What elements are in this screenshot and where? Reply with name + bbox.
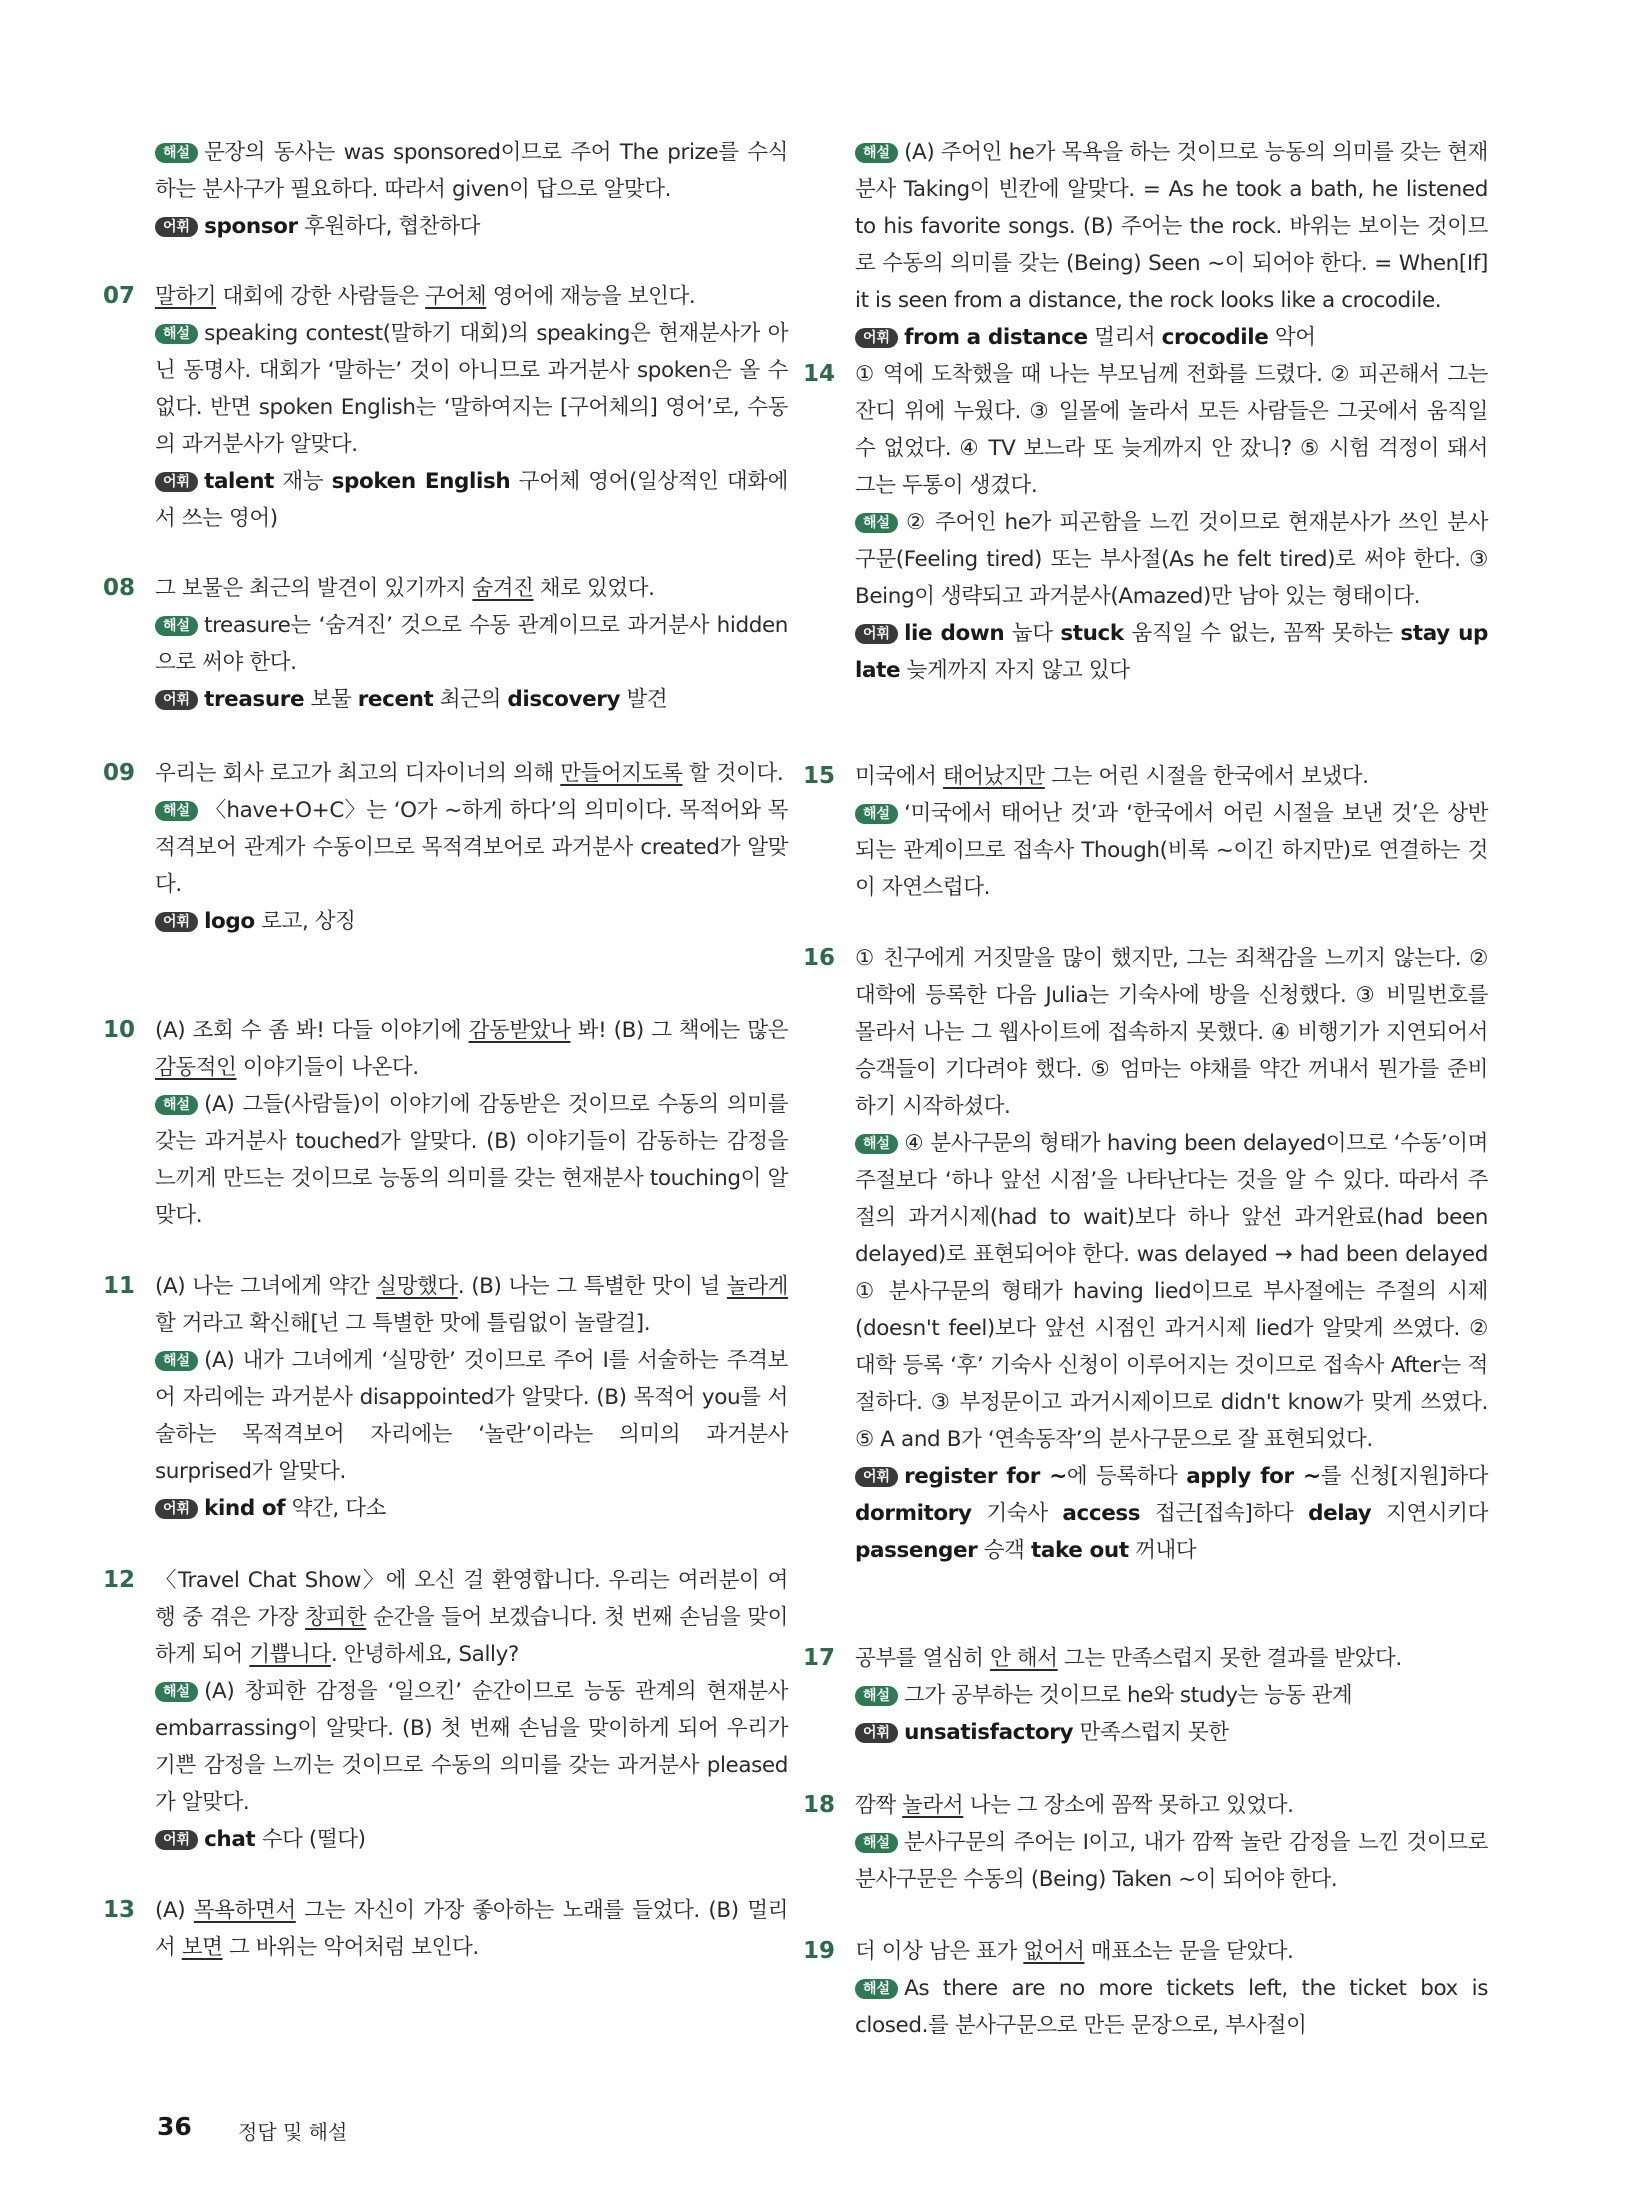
translation: 깜짝 놀라서 나는 그 장소에 꼼짝 못하고 있었다. <box>855 1793 1294 1818</box>
item-number: 19 <box>803 1938 836 1964</box>
explain-badge: 해설 <box>155 1095 198 1115</box>
explain-badge: 해설 <box>855 143 898 163</box>
item-number: 13 <box>103 1897 136 1923</box>
vocab-badge: 어휘 <box>155 217 198 237</box>
vocabulary: 어휘 chat 수다 (떨다) <box>155 1821 788 1858</box>
explain-badge: 해설 <box>155 1351 198 1371</box>
answer-15 <box>803 758 1488 906</box>
answer-14 <box>803 356 1488 689</box>
item-number: 14 <box>803 361 836 387</box>
vocab-badge: 어휘 <box>855 328 898 348</box>
translation: ① 친구에게 거짓말을 많이 했지만, 그는 죄책감을 느끼지 않는다. ② 대학에 등록한 다음 Julia는 기숙사에 방을 신청했다. ③ 비밀번호를 몰라서 나는 그 웹사이트에 접속하지 못했다. ④ 비행기가 지연되어서 승객들이 기다려야 했다. ⑤ 엄마는 야채를 약간 꺼내서 뭔가를 준비하기 시작하셨다. <box>855 946 1488 1119</box>
translation: 미국에서 태어났지만 그는 어린 시절을 한국에서 보냈다. <box>855 764 1369 789</box>
answer-19 <box>803 1933 1488 2044</box>
vocabulary: 어휘 unsatisfactory 만족스럽지 못한 <box>855 1714 1488 1751</box>
answer-17 <box>803 1640 1488 1751</box>
explanation: 해설 treasure는 ‘숨겨진’ 것으로 수동 관계이므로 과거분사 hidden으로 써야 한다. <box>155 613 788 675</box>
footer-label: 정답 및 해설 <box>238 2120 348 2144</box>
explain-badge: 해설 <box>855 513 898 533</box>
vocab-badge: 어휘 <box>155 472 198 492</box>
item-number: 12 <box>103 1567 136 1593</box>
item-number: 15 <box>803 763 836 789</box>
translation: (A) 나는 그녀에게 약간 실망했다. (B) 나는 그 특별한 맛이 널 놀라게 할 거라고 확신해[넌 그 특별한 맛에 틀림없이 놀랄걸]. <box>155 1274 788 1336</box>
vocab-badge: 어휘 <box>155 1499 198 1519</box>
vocab-badge: 어휘 <box>155 690 198 710</box>
vocabulary: 어휘 logo 로고, 상징 <box>155 903 788 940</box>
explanation: 해설 ‘미국에서 태어난 것’과 ‘한국에서 어린 시절을 보낸 것’은 상반되는 관계이므로 접속사 Though(비록 ~이긴 하지만)로 연결하는 것이 자연스럽다. <box>855 801 1488 900</box>
explanation: 해설 ② 주어인 he가 피곤함을 느낀 것이므로 현재분사가 쓰인 분사구문(Feeling tired) 또는 부사절(As he felt tired)로 써야 한다. ③ Being이 생략되고 과거분사(Amazed)만 남아 있는 형태이다. <box>855 510 1488 609</box>
explanation: 해설 문장의 동사는 was sponsored이므로 주어 The prize를 수식하는 분사구가 필요하다. 따라서 given이 답으로 알맞다. <box>155 140 788 202</box>
translation: 공부를 열심히 안 해서 그는 만족스럽지 못한 결과를 받았다. <box>855 1646 1402 1671</box>
vocab-badge: 어휘 <box>155 912 198 932</box>
explanation: 해설 (A) 주어인 he가 목욕을 하는 것이므로 능동의 의미를 갖는 현재분사 Taking이 빈칸에 알맞다. = As he took a bath, he listened to his favorite songs. (B) 주어는 the rock. 바위는 보이는 것이므로 수동의 의미를 갖는 (Being) Seen ~이 되어야 한다. = When[If] it is seen from a distance, the rock looks like a crocodile. <box>855 140 1488 313</box>
explain-badge: 해설 <box>155 143 198 163</box>
vocabulary: 어휘 from a distance 멀리서 crocodile 악어 <box>855 319 1488 356</box>
page-number: 36 <box>157 2112 192 2141</box>
explain-badge: 해설 <box>155 1682 198 1702</box>
item-number: 09 <box>103 760 136 786</box>
explain-badge: 해설 <box>155 616 198 636</box>
explanation: 해설 As there are no more tickets left, the ticket box is closed.를 분사구문으로 만든 문장으로, 부사절이 <box>855 1976 1488 2038</box>
answer-08 <box>103 570 788 718</box>
explain-badge: 해설 <box>855 1686 898 1706</box>
item-number: 11 <box>103 1273 136 1299</box>
explanation: 해설 (A) 그들(사람들)이 이야기에 감동받은 것이므로 수동의 의미를 갖는 과거분사 touched가 알맞다. (B) 이야기들이 감동하는 감정을 느끼게 만드는 것이므로 능동의 의미를 갖는 현재분사 touching이 알맞다. <box>155 1092 788 1228</box>
translation: (A) 조회 수 좀 봐! 다들 이야기에 감동받았나 봐! (B) 그 책에는 많은 감동적인 이야기들이 나온다. <box>155 1018 788 1080</box>
item-number: 17 <box>803 1645 836 1671</box>
explain-badge: 해설 <box>855 1134 898 1154</box>
explain-badge: 해설 <box>155 324 198 344</box>
explain-badge: 해설 <box>855 1833 898 1853</box>
vocab-badge: 어휘 <box>855 1467 898 1487</box>
explain-badge: 해설 <box>855 804 898 824</box>
item-number: 18 <box>803 1792 836 1818</box>
explanation: 해설 (A) 창피한 감정을 ‘일으킨’ 순간이므로 능동 관계의 현재분사 embarrassing이 알맞다. (B) 첫 번째 손님을 맞이하게 되어 우리가 기쁜 감정을 느끼는 것이므로 수동의 의미를 갖는 과거분사 pleased가 알맞다. <box>155 1679 788 1815</box>
item-number: 10 <box>103 1017 136 1043</box>
vocabulary: 어휘 treasure 보물 recent 최근의 discovery 발견 <box>155 681 788 718</box>
vocab-badge: 어휘 <box>155 1830 198 1850</box>
explanation: 해설 〈have+O+C〉는 ‘O가 ~하게 하다’의 의미이다. 목적어와 목적격보어 관계가 수동이므로 목적격보어로 과거분사 created가 알맞다. <box>155 798 788 897</box>
answer-06-continued <box>155 134 788 245</box>
answer-10 <box>103 1012 788 1234</box>
vocabulary: 어휘 lie down 눕다 stuck 움직일 수 없는, 꼼짝 못하는 stay up late 늦게까지 자지 않고 있다 <box>855 621 1488 683</box>
explanation: 해설 speaking contest(말하기 대회)의 speaking은 현재분사가 아닌 동명사. 대회가 ‘말하는’ 것이 아니므로 과거분사 spoken은 올 수 없다. 반면 spoken English는 ‘말하여지는 [구어체의] 영어’로, 수동의 과거분사가 알맞다. <box>155 321 788 457</box>
item-number: 16 <box>803 945 836 971</box>
answer-18 <box>803 1787 1488 1898</box>
explanation: 해설 ④ 분사구문의 형태가 having been delayed이므로 ‘수동’이며 주절보다 ‘하나 앞선 시점’을 나타난다는 것을 알 수 있다. 따라서 주절의 과거시제(had to wait)보다 하나 앞선 과거완료(had been delayed)로 표현되어야 한다. was delayed → had been delayed ① 분사구문의 형태가 having lied이므로 부사절에는 주절의 시제(doesn't feel)보다 앞선 시점인 과거시제 lied가 알맞게 쓰였다. ② 대학 등록 ‘후’ 기숙사 신청이 이루어지는 것이므로 접속사 After는 적절하다. ③ 부정문이고 과거시제이므로 didn't know가 맞게 쓰였다. ⑤ A and B가 ‘연속동작’의 분사구문으로 잘 표현되었다. <box>855 1131 1488 1452</box>
explanation: 해설 (A) 내가 그녀에게 ‘실망한’ 것이므로 주어 I를 서술하는 주격보어 자리에는 과거분사 disappointed가 알맞다. (B) 목적어 you를 서술하는 목적격보어 자리에는 ‘놀란’이라는 의미의 과거분사 surprised가 알맞다. <box>155 1348 788 1484</box>
vocabulary: 어휘 sponsor 후원하다, 협찬하다 <box>155 208 788 245</box>
answer-16 <box>803 940 1489 1569</box>
answer-13-continued <box>855 134 1488 356</box>
explain-badge: 해설 <box>155 801 198 821</box>
vocabulary: 어휘 register for ~에 등록하다 apply for ~를 신청[지원]하다 dormitory 기숙사 access 접근[접속]하다 delay 지연시키다 passenger 승객 take out 꺼내다 <box>855 1464 1489 1563</box>
translation: 말하기 대회에 강한 사람들은 구어체 영어에 재능을 보인다. <box>155 284 696 309</box>
explanation: 해설 그가 공부하는 것이므로 he와 study는 능동 관계 <box>855 1677 1488 1714</box>
translation: 그 보물은 최근의 발견이 있기까지 숨겨진 채로 있었다. <box>155 576 655 601</box>
answer-13 <box>103 1892 789 1966</box>
translation: (A) 목욕하면서 그는 자신이 가장 좋아하는 노래를 들었다. (B) 멀리서 보면 그 바위는 악어처럼 보인다. <box>155 1898 789 1960</box>
vocab-badge: 어휘 <box>855 624 898 644</box>
answer-12 <box>103 1562 789 1858</box>
answer-07 <box>103 278 788 537</box>
translation: 우리는 회사 로고가 최고의 디자이너의 의해 만들어지도록 할 것이다. <box>155 761 784 786</box>
explanation: 해설 분사구문의 주어는 I이고, 내가 깜짝 놀란 감정을 느낀 것이므로 분사구문은 수동의 (Being) Taken ~이 되어야 한다. <box>855 1830 1488 1892</box>
translation: 〈Travel Chat Show〉에 오신 걸 환영합니다. 우리는 여러분이 여행 중 겪은 가장 창피한 순간을 들어 보겠습니다. 첫 번째 손님을 맞이하게 되어 기쁩니다. 안녕하세요, Sally? <box>155 1568 789 1667</box>
answer-11 <box>103 1268 788 1527</box>
translation: ① 역에 도착했을 때 나는 부모님께 전화를 드렸다. ② 피곤해서 그는 잔디 위에 누웠다. ③ 일몰에 놀라서 모든 사람들은 그곳에서 움직일 수 없었다. ④ TV 보느라 또 늦게까지 안 잤니? ⑤ 시험 걱정이 돼서 그는 두통이 생겼다. <box>855 362 1488 498</box>
vocab-badge: 어휘 <box>855 1723 898 1743</box>
item-number: 08 <box>103 575 136 601</box>
vocabulary: 어휘 kind of 약간, 다소 <box>155 1490 788 1527</box>
item-number: 07 <box>103 283 136 309</box>
translation: 더 이상 남은 표가 없어서 매표소는 문을 닫았다. <box>855 1939 1294 1964</box>
vocabulary: 어휘 talent 재능 spoken English 구어체 영어(일상적인 대화에서 쓰는 영어) <box>155 469 788 531</box>
explain-badge: 해설 <box>855 1979 898 1999</box>
answer-09 <box>103 755 788 940</box>
